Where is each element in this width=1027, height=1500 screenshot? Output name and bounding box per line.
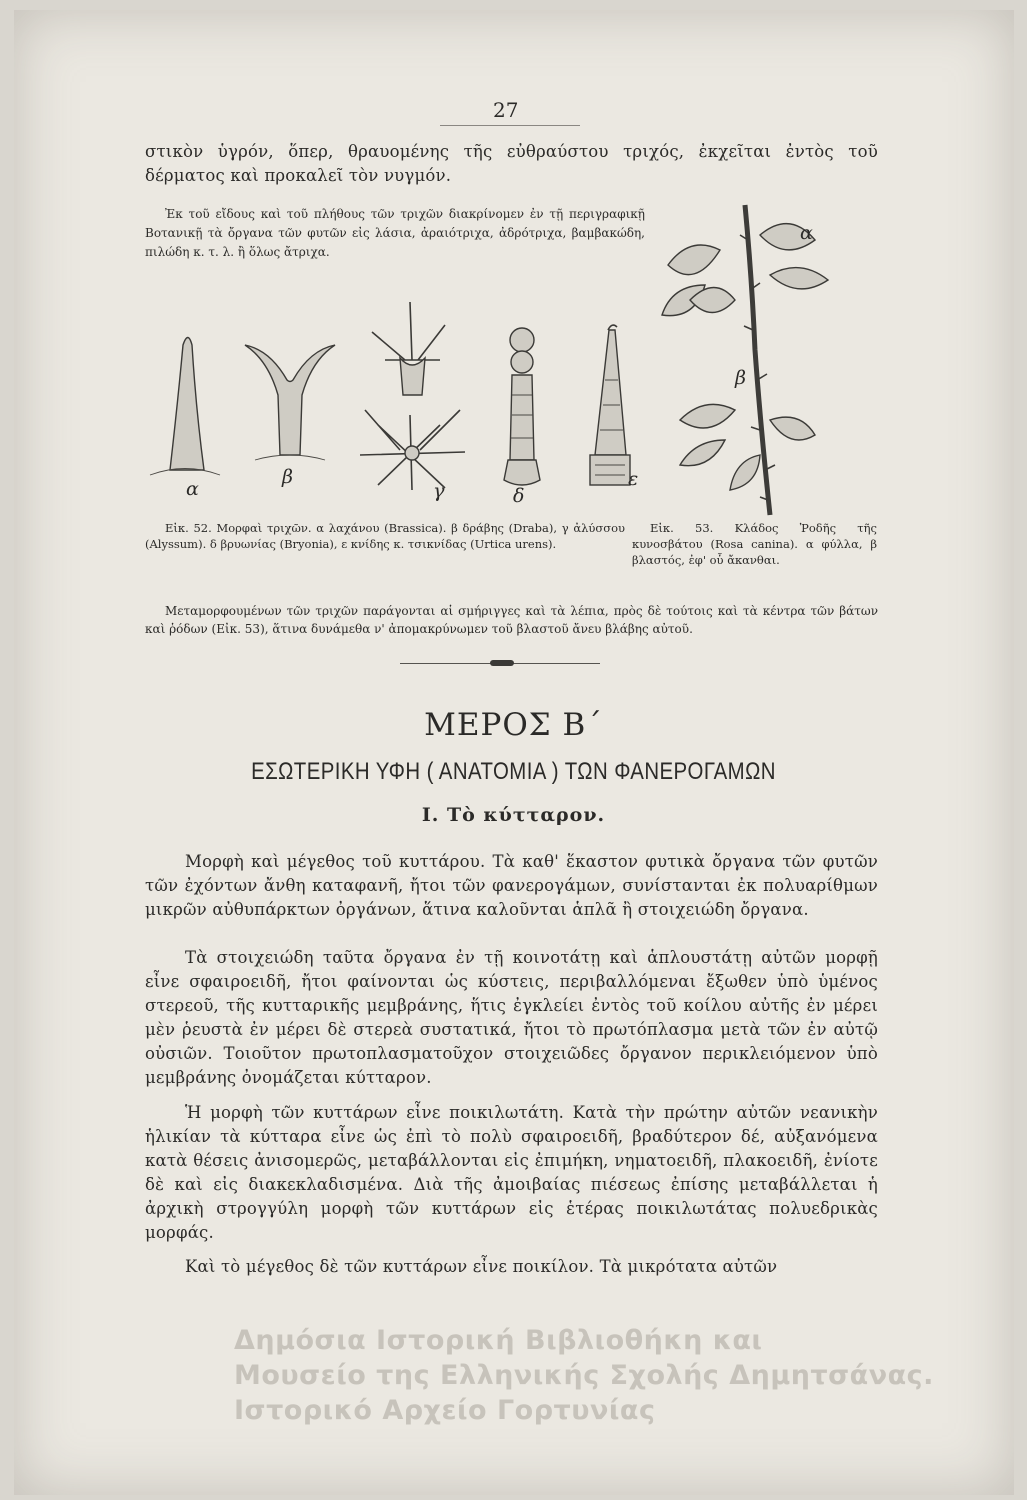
separator-ornament — [490, 660, 514, 666]
paragraph-cell-size: Καὶ τὸ μέγεθος δὲ τῶν κυττάρων εἶνε ποικίλον. Τὰ μικρότατα αὐτῶν — [185, 1257, 778, 1276]
transformation-paragraph: Μεταμορφουμένων τῶν τριχῶν παράγονται αἱ σμήριγγες καὶ τὰ λέπια, πρὸς δὲ τούτοις καὶ τὰ κέντρα τῶν βάτων καὶ ῥόδων (Εἰκ. 53), ἅτινα δυνάμεθα ν' ἀπομακρύνωμεν τοῦ βλαστοῦ ἄνευ βλάβης αὐτοῦ. — [145, 604, 878, 636]
fig53-caption: Εἰκ. 53. Κλάδος Ῥοδῆς τῆς κυνοσβάτου (Rosa canina). α φύλλα, β βλαστός, ἐφ' οὗ ἄκανθαι. — [632, 521, 877, 567]
rose-leaves — [662, 224, 828, 490]
fig52-caption: Εἰκ. 52. Μορφαὶ τριχῶν. α λαχάνου (Brassica). β δράβης (Draba), γ ἀλύσσου (Alyssum). δ βρυωνίας (Bryonia), ε κνίδης κ. τσικνίδας (Urtica urens). — [145, 521, 625, 551]
classification-paragraph: Ἐκ τοῦ εἴδους καὶ τοῦ πλήθους τῶν τριχῶν διακρίνομεν ἐν τῇ περιγραφικῇ Βοτανικῇ τὰ ὄργανα τῶν φυτῶν εἰς λάσια, ἀραιότριχα, ἀδρότριχα, βαμβακώδη, πιλώδη κ. τ. λ. ἢ ὅλως ἄτριχα. — [145, 207, 645, 259]
fig52-label-b: β — [282, 466, 293, 488]
paragraph-elementary-organs: Τὰ στοιχειώδη ταῦτα ὄργανα ἐν τῇ κοινοτάτῃ καὶ ἁπλουστάτῃ αὐτῶν μορφῇ εἶνε σφαιροειδῆ, ἤτοι φαίνονται ὡς κύστεις, περιβαλλόμεναι ἔξωθεν ὑπὸ ὑμένος στερεοῦ, τῆς κυτταρικῆς μεμβράνης, ἥτις ἐγκλείει ἐντὸς τοῦ κοίλου αὐτῆς ἐν μέρει μὲν ῥευστὰ ἐν μέρει δὲ στερεὰ συστατικά, ἤτοι τὸ πρωτόπλασμα μετὰ τῶν ἐν αὐτῷ οὐσιῶν. Τοιοῦτον πρωτοπλασματοῦχον στοιχειῶδες ὄργανον περικλειόμενον ὑπὸ μεμβράνης ὀνομάζεται κύτταρον. — [145, 948, 878, 1087]
fig52-label-d: δ — [513, 485, 525, 507]
section-title: ΕΣΩΤΕΡΙΚΗ ΥΦΗ ( ΑΝΑΤΟΜΙΑ ) ΤΩΝ ΦΑΝΕΡΟΓΑΜΩΝ — [251, 758, 776, 785]
watermark-line-3: Ιστορικό Αρχείο Γορτυνίας — [234, 1395, 656, 1426]
paragraph-cell-shape: Ἡ μορφὴ τῶν κυττάρων εἶνε ποικιλωτάτη. Κατὰ τὴν πρώτην αὐτῶν νεανικὴν ἡλικίαν τὰ κύτταρα εἶνε ὡς ἐπὶ τὸ πολὺ σφαιροειδῆ, βραδύτερον δέ, αὐξανόμενα κατὰ θέσεις ἀνισομερῶς, μεταβάλλονται εἰς ἐπιμήκη, νηματοειδῆ, πλακοειδῆ, ἐνίοτε δὲ καὶ εἰς διακεκλαδισμένα. Διὰ τῆς ἀμοιβαίας πιέσεως ἐπίσης μεταβάλλεται ἡ ἀρχικὴ στρογγύλη μορφὴ τῶν κυττάρων εἰς ἑτέρας ποικιλωτάτας πολυεδρικὰς μορφάς. — [145, 1103, 878, 1242]
paragraph-form-and-size: Μορφὴ καὶ μέγεθος τοῦ κυττάρου. Τὰ καθ' ἕκαστον φυτικὰ ὄργανα τῶν φυτῶν τῶν ἐχόντων ἄνθη καταφανῆ, ἤτοι τῶν φανερογάμων, συνίστανται ἐκ πολυαρίθμων μικρῶν αὐθυπάρκτων ὀργάνων, ἅτινα καλοῦνται ἁπλᾶ ἢ στοιχειώδη ὄργανα. — [145, 852, 878, 919]
fig52-label-e: ε — [628, 468, 639, 490]
fig53-label-a: α — [800, 222, 813, 244]
page-number: 27 — [493, 98, 519, 122]
fig52-label-g: γ — [433, 480, 445, 502]
intro-paragraph: στικὸν ὑγρόν, ὅπερ, θραυομένης τῆς εὐθραύστου τριχός, ἐκχεῖται ἐντὸς τοῦ δέρματος καὶ προκαλεῖ τὸν νυγμόν. — [145, 142, 878, 185]
part-title: ΜΕΡΟΣ Β΄ — [424, 707, 603, 743]
watermark-line-1: Δημόσια Ιστορική Βιβλιοθήκη και — [234, 1325, 763, 1356]
chapter-title: Ι. Τὸ κύτταρον. — [421, 804, 606, 826]
fig53-label-b: β — [735, 367, 746, 389]
watermark-line-2: Μουσείο της Ελληνικής Σχολής Δημητσάνας. — [234, 1360, 934, 1391]
fig52-label-a: α — [186, 478, 199, 500]
